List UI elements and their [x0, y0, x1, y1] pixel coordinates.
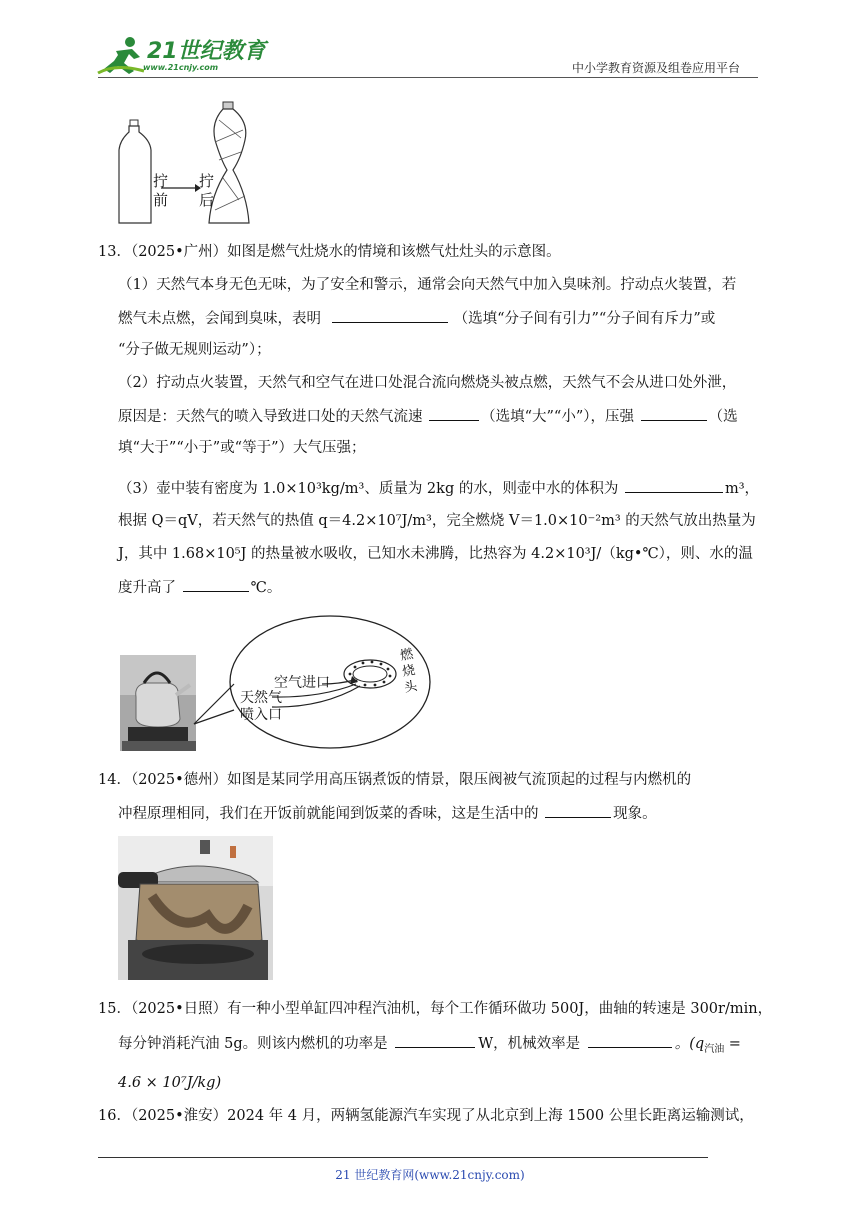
bottle-drawing	[115, 100, 255, 230]
after-label-2: 后	[199, 191, 215, 209]
q13-stem: 13．（2025•广州）如图是燃气灶烧水的情境和该燃气灶灶头的示意图。	[98, 244, 561, 260]
q13-p3-text-b: m³，	[724, 481, 760, 497]
q13-p1-text-b: （选填“分子间有引力”“分子间有斥力”或	[453, 311, 716, 327]
q13-p2-line1: （2）拧动点火装置，天然气和空气在进口处混合流向燃烧头被点燃，天然气不会从进口处外泄，	[118, 375, 737, 391]
q13-p3-text-c: 度升高了	[118, 580, 176, 596]
q15-text-a: 每分钟消耗汽油 5g。则该内燃机的功率是	[118, 1036, 388, 1052]
footer-divider	[98, 1157, 708, 1158]
q15-text-e: =	[724, 1036, 741, 1052]
q14-line2	[118, 803, 657, 824]
q13-p2-text-b: （选填“大”“小”），压强	[481, 409, 635, 425]
q15-blank-2[interactable]	[588, 1033, 672, 1048]
pressure-cooker-drawing	[118, 836, 273, 980]
q13-p2-text-c: （选	[708, 409, 738, 425]
air-inlet-label: 空气进口	[274, 675, 330, 691]
q13-blank-1[interactable]	[332, 308, 448, 323]
logo-url: www.21cnjy.com	[143, 63, 219, 72]
q15-text-c: 。(q	[674, 1036, 705, 1052]
q13-blank-5[interactable]	[183, 577, 249, 592]
q13-p3-line2: 根据 Q＝qV，若天然气的热值 q＝4.2×10⁷J/m³，完全燃烧 V＝1.0×10⁻²m³ 的天然气放出热量为	[118, 513, 756, 529]
q14-line1: 14．（2025•德州）如图是某同学用高压锅煮饭的情景，限压阀被气流顶起的过程与内燃机的	[98, 772, 692, 788]
q13-blank-2[interactable]	[429, 406, 479, 421]
q14-text-a: 冲程原理相同，我们在开饭前就能闻到饭菜的香味，这是生活中的	[118, 806, 539, 822]
q13-p2-text-a: 原因是：天然气的喷入导致进口处的天然气流速	[118, 409, 423, 425]
pressure-cooker-photo	[118, 836, 273, 980]
before-label-2: 前	[153, 191, 169, 209]
q14-blank-1[interactable]	[545, 803, 611, 818]
q13-p3-line1	[118, 478, 759, 499]
q13-blank-3[interactable]	[641, 406, 707, 421]
header-divider	[98, 77, 758, 78]
q15-line2	[118, 1033, 741, 1060]
q15-line3: 4.6 × 10⁷J/kg)	[118, 1075, 222, 1091]
burner-label-3: 头	[403, 678, 419, 696]
q15-text-b: W，机械效率是	[478, 1036, 581, 1052]
q15-line1: 15．（2025•日照）有一种小型单缸四冲程汽油机，每个工作循环做功 500J，曲轴的转速是 300r/min，	[98, 1001, 773, 1017]
footer-text[interactable]: 21 世纪教育网(www.21cnjy.com)	[335, 1168, 525, 1182]
platform-name: 中小学教育资源及组卷应用平台	[572, 61, 741, 75]
q15-blank-1[interactable]	[395, 1033, 475, 1048]
q13-p1-line1: （1）天然气本身无色无味，为了安全和警示，通常会向天然气中加入臭味剂。拧动点火装置，若	[118, 277, 737, 293]
q13-p3-line4	[118, 577, 281, 598]
before-label-1: 拧	[153, 172, 169, 190]
burner-label-1: 燃	[399, 646, 415, 664]
q13-p3-text-a: （3）壶中装有密度为 1.0×10³kg/m³、质量为 2kg 的水，则壶中水的体积为	[118, 481, 619, 497]
kettle-photo-drawing	[120, 655, 196, 751]
q13-p2-line2	[118, 406, 738, 427]
after-label-1: 拧	[199, 172, 215, 190]
burner-diagram	[190, 612, 435, 757]
q16-line1: 16．（2025•淮安）2024 年 4 月，两辆氢能源汽车实现了从北京到上海 1500 公里长距离运输测试，	[98, 1108, 754, 1124]
q13-p3-text-d: ℃。	[250, 580, 282, 596]
q13-p3-line3: J，其中 1.68×10⁵J 的热量被水吸收，已知水未沸腾，比热容为 4.2×10³J/（kg•℃），则、水的温	[118, 546, 753, 562]
q14-text-b: 现象。	[613, 806, 657, 822]
bottle-figure	[115, 100, 255, 230]
q13-p1-text-a: 燃气未点燃，会闻到臭味，表明	[118, 311, 321, 327]
gas-inlet-label-2: 喷入口	[240, 707, 282, 723]
q13-p2-line3: 填“大于”“小于”或“等于”）大气压强；	[118, 440, 366, 456]
q15-subscript: 汽油	[704, 1043, 725, 1055]
burner-label-2: 烧	[401, 662, 417, 680]
q13-p1-line3: “分子做无规则运动”）；	[118, 342, 271, 358]
q13-blank-4[interactable]	[625, 478, 723, 493]
kettle-photo	[120, 655, 196, 751]
gas-inlet-label-1: 天然气	[240, 690, 282, 706]
logo-text: 21世纪教育	[147, 39, 266, 64]
q13-p1-line2	[118, 308, 715, 329]
